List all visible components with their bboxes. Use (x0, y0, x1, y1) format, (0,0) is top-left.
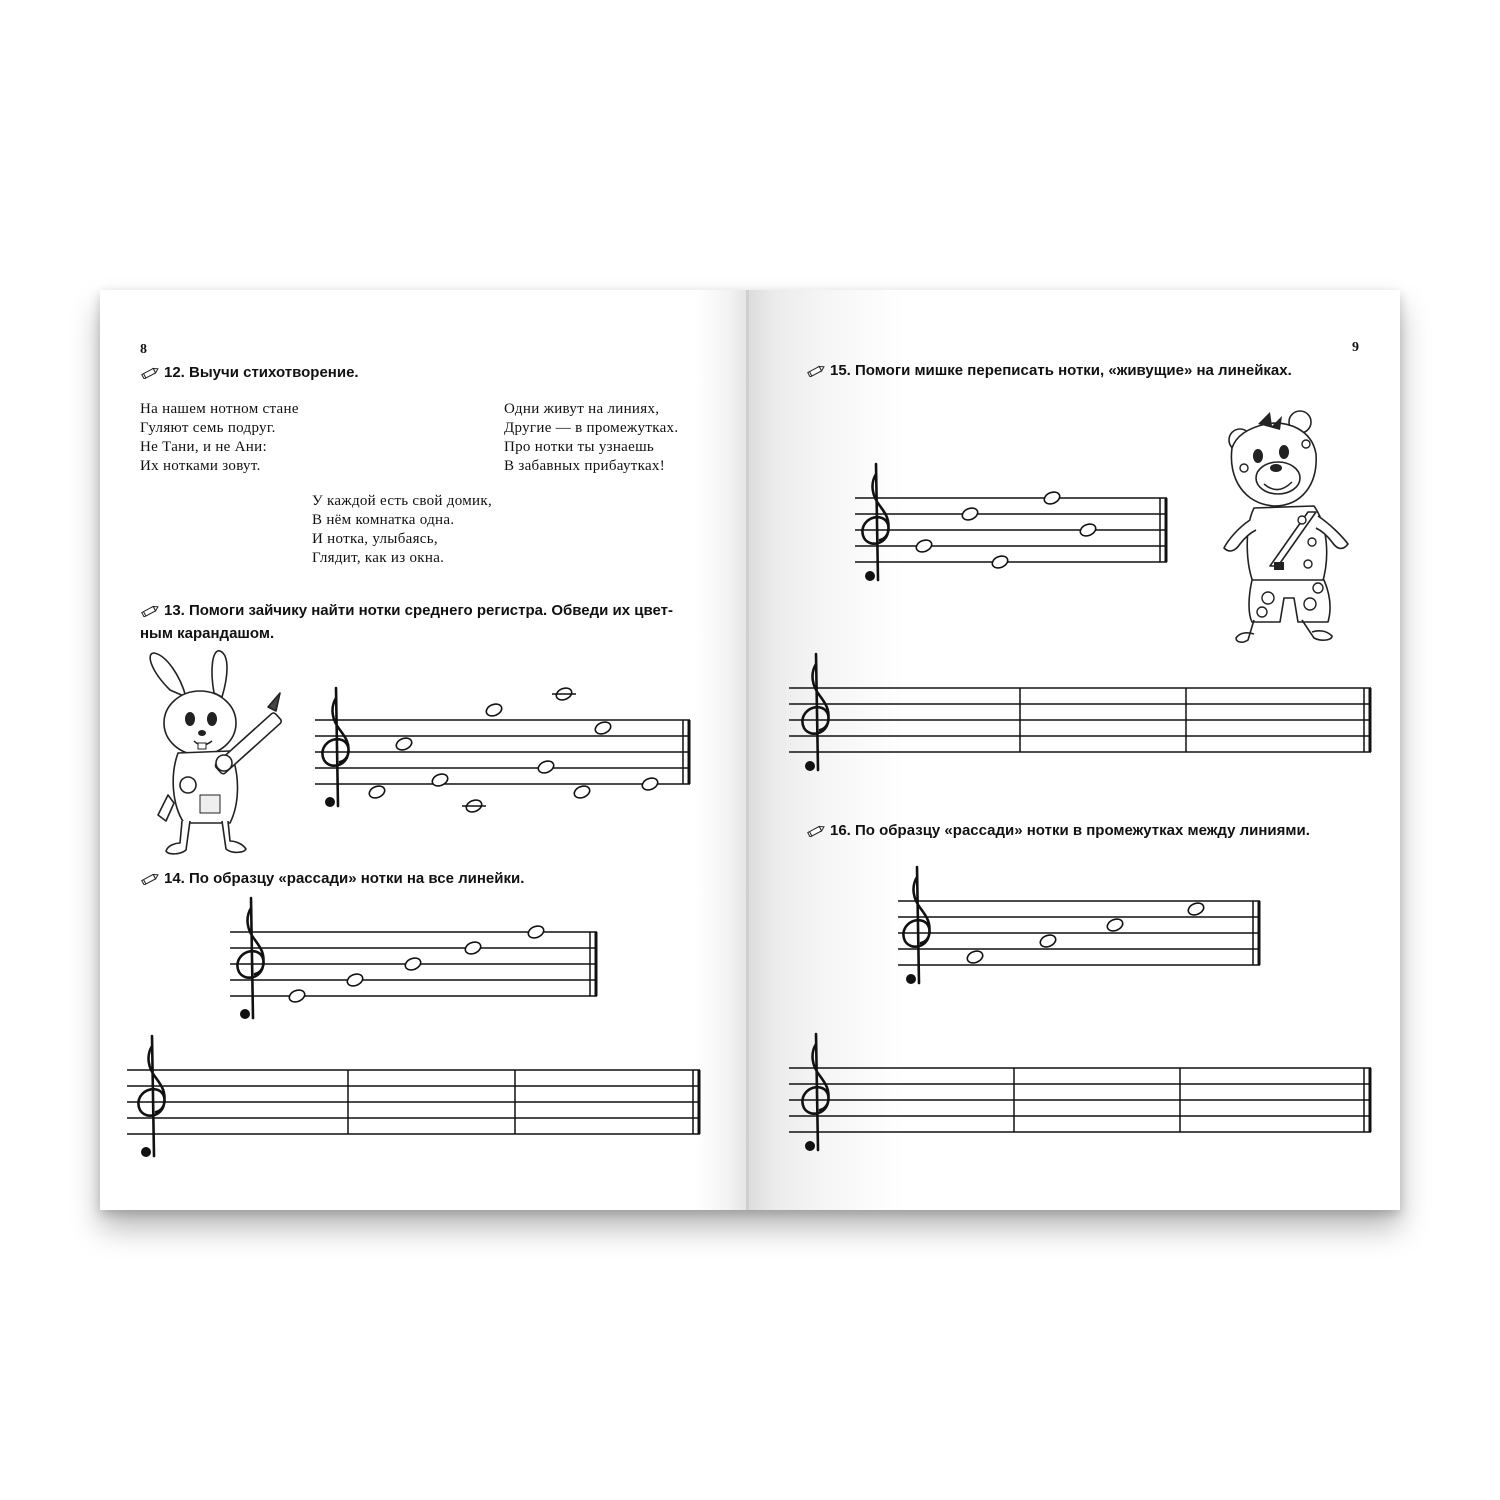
note (346, 972, 365, 988)
treble-clef-icon (237, 898, 263, 1019)
page-number: 9 (1352, 340, 1359, 355)
note (1187, 901, 1206, 917)
page-number: 8 (140, 342, 147, 357)
treble-clef-icon (802, 1034, 828, 1151)
note (1079, 522, 1098, 538)
note (1039, 933, 1058, 949)
note (368, 784, 387, 800)
right-page (748, 290, 1400, 1210)
note (395, 736, 414, 752)
task-15-heading (806, 360, 1292, 383)
task-14-heading (140, 868, 524, 891)
note (527, 924, 546, 940)
task-16-answer-staff[interactable] (784, 1030, 1374, 1165)
bunny-illustration (140, 645, 290, 865)
pencil-icon (140, 870, 160, 891)
note (1043, 490, 1062, 506)
treble-clef-icon (802, 654, 828, 771)
bear-illustration (1218, 408, 1368, 653)
note (915, 538, 934, 554)
note (961, 506, 980, 522)
task-13-heading (140, 600, 740, 644)
left-page (100, 290, 748, 1210)
task-15-title: 15. Помоги мишке переписать нотки, «живущие» на линейках. (830, 362, 1292, 379)
note (404, 956, 423, 972)
task-15-example-staff (850, 460, 1170, 595)
poem-stanza-2: Одни живут на линиях, Другие — в промежутках. Про нотки ты узнаешь В забавных прибаутках! (504, 401, 679, 474)
poem-stanza-1: На нашем нотном стане Гуляют семь подруг. Не Тани, и не Ани: Их нотками зовут. (140, 401, 299, 474)
note (431, 772, 450, 788)
treble-clef-icon (138, 1036, 164, 1157)
treble-clef-icon (322, 688, 348, 807)
pencil-icon (140, 364, 160, 385)
pencil-icon (806, 822, 826, 843)
note (485, 702, 504, 718)
book-gutter (746, 290, 749, 1210)
note (641, 776, 660, 792)
task-12-title: 12. Выучи стихотворение. (164, 364, 359, 381)
task-14-title: 14. По образцу «рассади» нотки на все линейки. (164, 870, 525, 887)
poem-stanza-3: У каждой есть свой домик, В нём комнатка одна. И нотка, улыбаясь, Глядит, как из окна. (312, 493, 493, 566)
note (1106, 917, 1125, 933)
note (537, 759, 556, 775)
task-16-example-staff (893, 865, 1263, 995)
task-13-title-line-1: 13. Помоги зайчику найти нотки среднего регистра. Обведи их цвет- (164, 602, 674, 619)
pencil-icon (140, 602, 160, 623)
task-14-example-staff (225, 890, 600, 1030)
book-spread (100, 290, 1400, 1210)
treble-clef-icon (862, 464, 888, 581)
task-12-heading (140, 362, 359, 385)
note (991, 554, 1010, 570)
note (594, 720, 613, 736)
note (464, 940, 483, 956)
treble-clef-icon (903, 867, 929, 984)
task-15-answer-staff[interactable] (784, 650, 1374, 785)
pencil-icon (806, 362, 826, 383)
note (288, 988, 307, 1004)
task-16-title: 16. По образцу «рассади» нотки в промежутках между линиями. (830, 822, 1310, 839)
task-13-staff (310, 680, 692, 825)
task-16-heading (806, 820, 1310, 843)
note (966, 949, 985, 965)
task-14-answer-staff[interactable] (122, 1030, 702, 1170)
note (573, 784, 592, 800)
task-13-title-line-2: ным карандашом. (140, 625, 275, 642)
